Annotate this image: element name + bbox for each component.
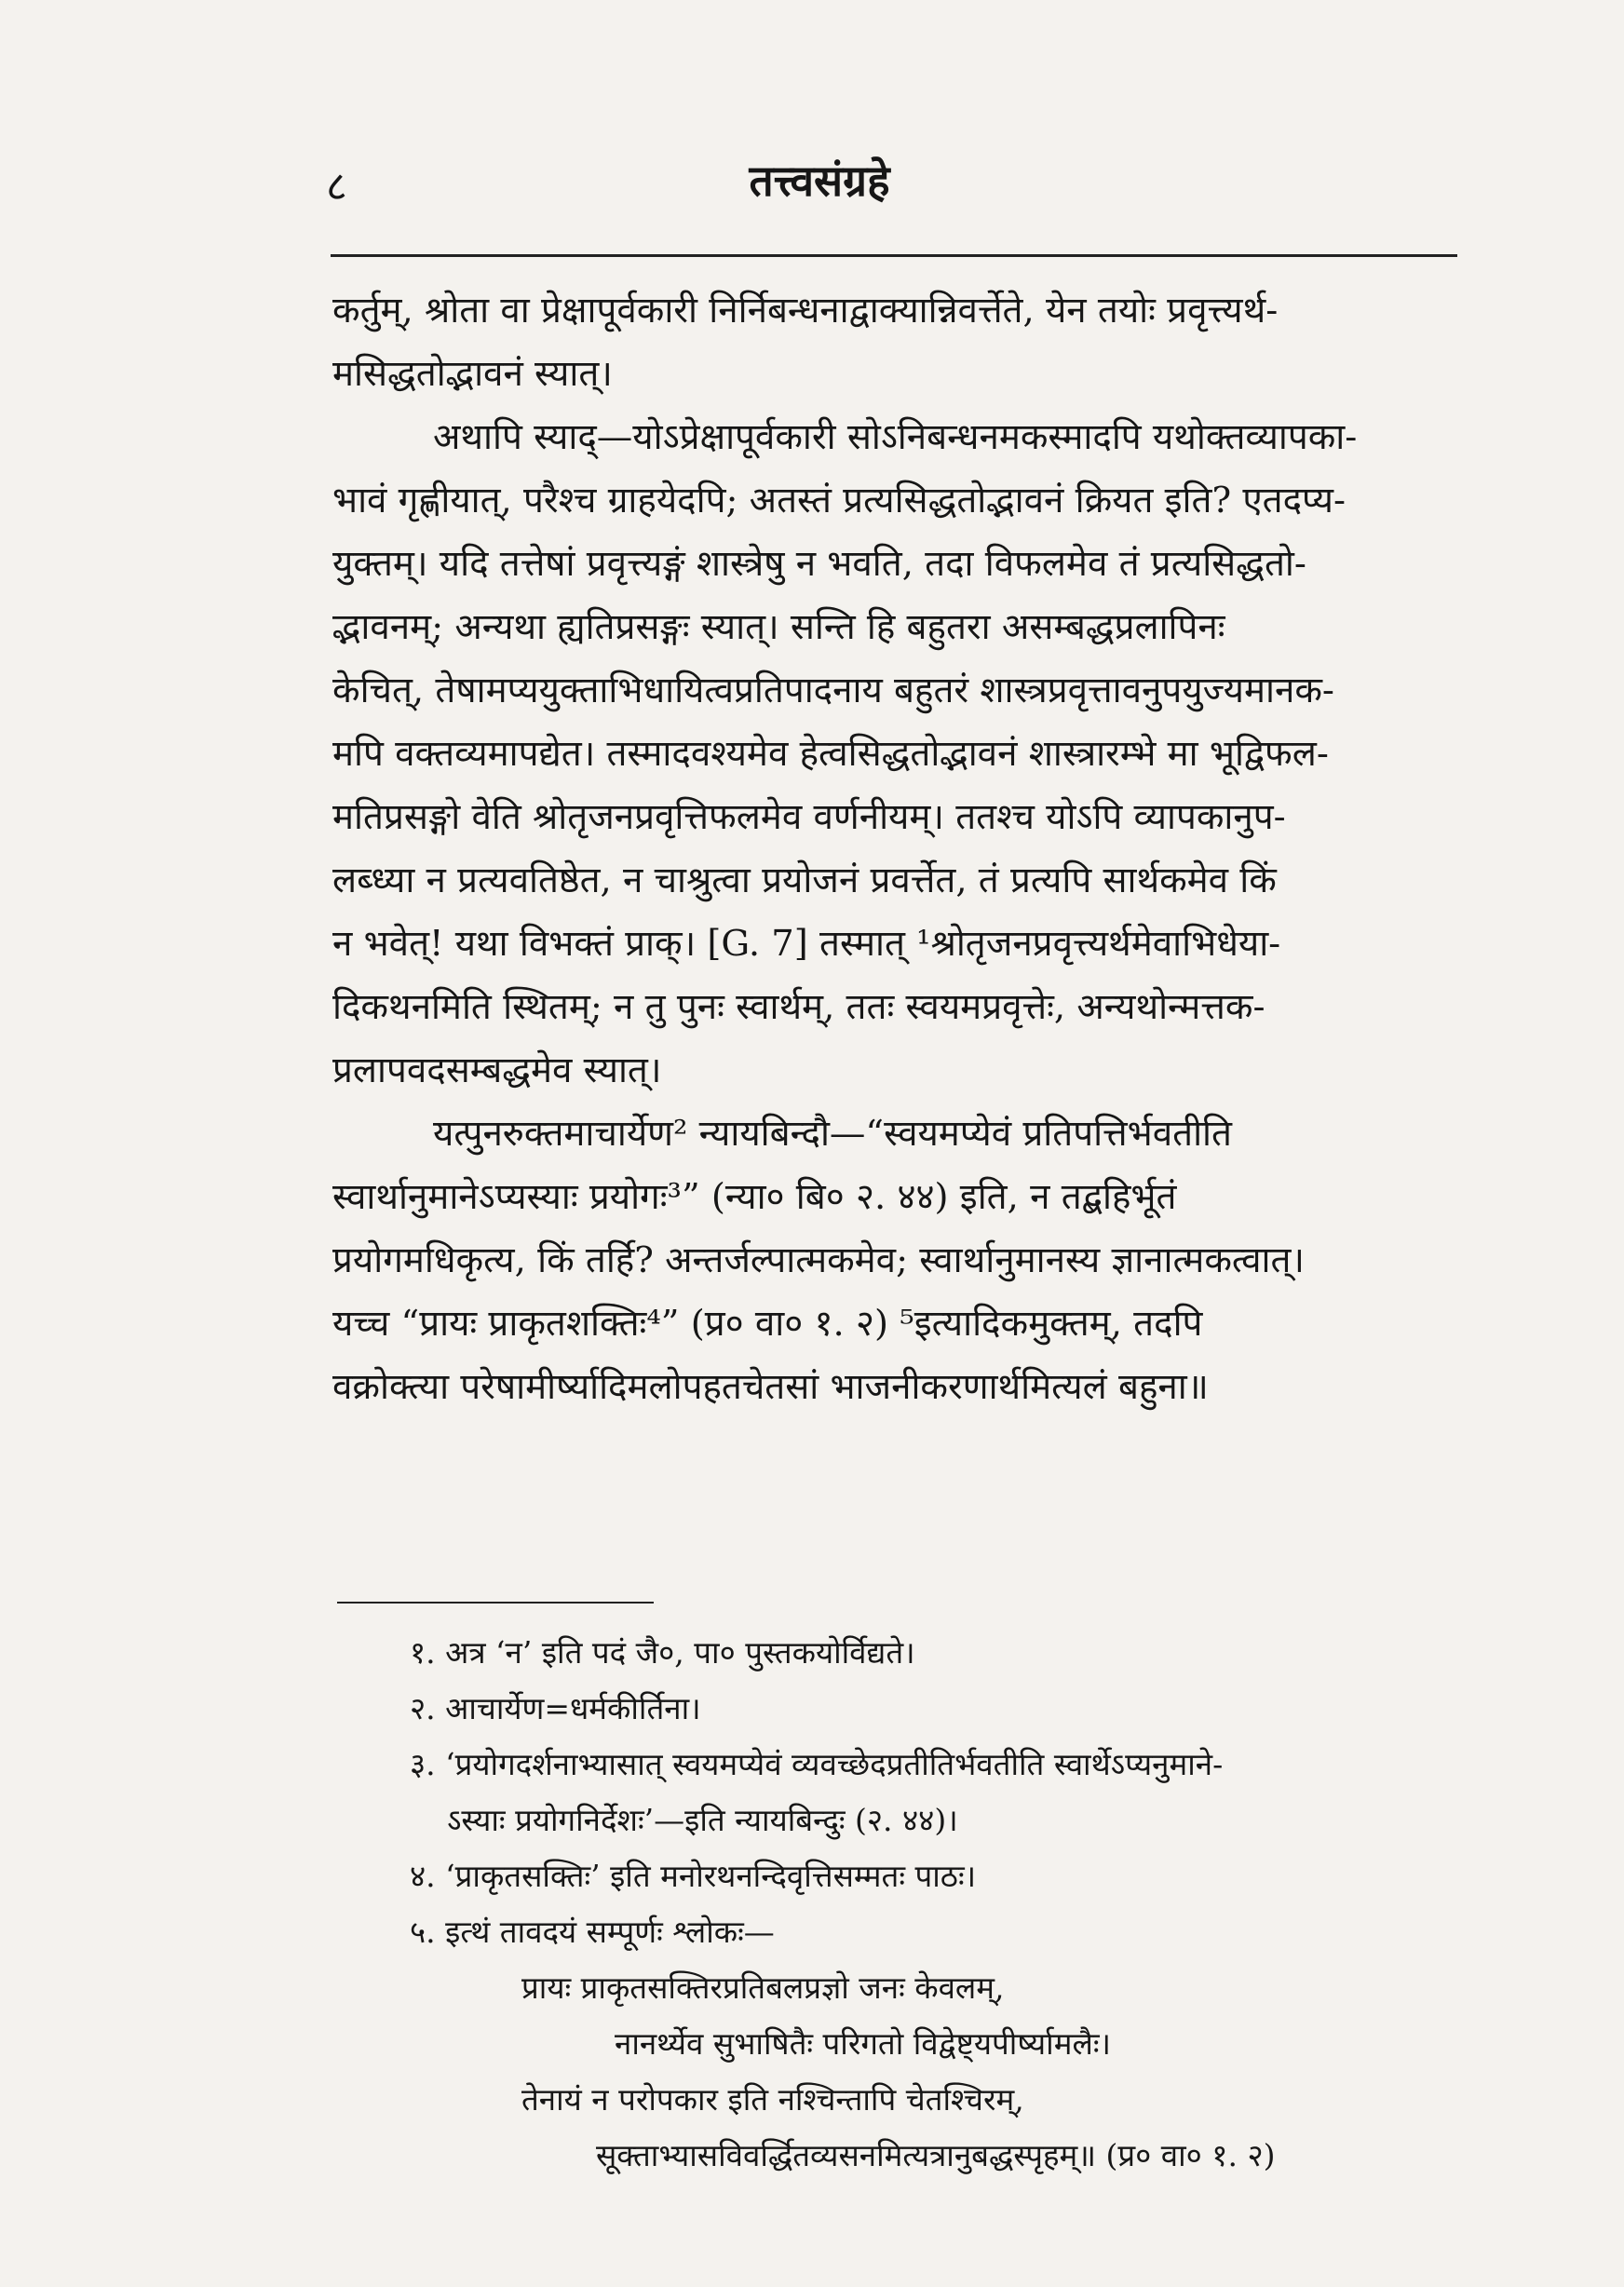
text-line: भावं गृह्णीयात्, परैश्च ग्राहयेदपि; अतस्तं प्रत्यसिद्धतोद्भावनं क्रियत इति? एतदप्य- (332, 480, 1346, 521)
main-text (332, 279, 1482, 1419)
text-line: केचित्, तेषामप्ययुक्ताभिधायित्वप्रतिपादनाय बहुतरं शास्त्रप्रवृत्तावनुपयुज्यमानक- (332, 670, 1334, 711)
text-line: वक्रोक्त्या परेषामीर्ष्यादिमलोपहतचेतसां भाजनीकरणार्थमित्यलं बहुना॥ (332, 1366, 1209, 1408)
running-title: तत्त्वसंग्रहे (749, 156, 890, 206)
verse-line: नानर्थ्येव सुभाषितैः परिगतो विद्वेष्ट्यपीर्ष्यामलैः। (615, 2025, 1112, 2062)
header-rule (331, 254, 1457, 257)
footnote-3: ३. ‘प्रयोगदर्शनाभ्यासात् स्वयमप्येवं व्यवच्छेदप्रतीतिर्भवतीति स्वार्थेऽप्यनुमाने- (410, 1746, 1224, 1782)
verse-line: सूक्ताभ्यासविवर्द्धितव्यसनमित्यत्रानुबद्धस्पृहम्॥ (प्र० वा० १. २) (596, 2137, 1276, 2173)
text-line: युक्तम्। यदि तत्तेषां प्रवृत्त्यङ्गं शास्त्रेषु न भवति, तदा विफलमेव तं प्रत्यसिद्धतो- (332, 543, 1306, 585)
text-line: मपि वक्तव्यमापद्येत। तस्मादवश्यमेव हेत्वसिद्धतोद्भावनं शास्त्रारम्भे मा भूद्विफल- (332, 733, 1329, 775)
footnotes (410, 1625, 1509, 2184)
text-line: स्वार्थानुमानेऽप्यस्याः प्रयोगः³” (न्या० बि० २. ४४) इति, न तद्बहिर्भूतं (332, 1176, 1177, 1218)
footnote-3-cont: ऽस्याः प्रयोगनिर्देशः’—इति न्यायबिन्दुः (२. ४४)। (447, 1802, 958, 1838)
footnote-5: ५. इत्थं तावदयं सम्पूर्णः श्लोकः— (410, 1914, 775, 1950)
footnote-4: ४. ‘प्राकृतसक्तिः’ इति मनोरथनन्दिवृत्तिसम्मतः पाठः। (410, 1858, 977, 1894)
footnote-separator (337, 1602, 654, 1604)
text-line: कर्तुम्, श्रोता वा प्रेक्षापूर्वकारी निर्निबन्धनाद्वाक्यान्निवर्त्तेते, येन तयोः प्रवृत्त्यर्थ- (332, 290, 1279, 332)
page-number: ८ (326, 163, 347, 210)
footnote-2: २. आचार्येण=धर्मकीर्तिना। (410, 1690, 701, 1726)
text-line: यत्पुनरुक्तमाचार्येण² न्यायबिन्दौ—“स्वयमप्येवं प्रतिपत्तिर्भवतीति (433, 1113, 1232, 1155)
text-line: लब्ध्या न प्रत्यवतिष्ठेत, न चाश्रुत्वा प्रयोजनं प्रवर्त्तेत, तं प्रत्यपि सार्थकमेव किं (332, 859, 1277, 901)
text-line: न भवेत्! यथा विभक्तं प्राक्। [G. 7] तस्मात् ¹श्रोतृजनप्रवृत्त्यर्थमेवाभिधेया- (332, 923, 1281, 965)
verse-line: प्रायः प्राकृतसक्तिरप्रतिबलप्रज्ञो जनः केवलम्, (521, 1969, 1005, 2006)
text-line: दिकथनमिति स्थितम्; न तु पुनः स्वार्थम्, ततः स्वयमप्रवृत्तेः, अन्यथोन्मत्तक- (332, 986, 1265, 1028)
text-line: मतिप्रसङ्गो वेति श्रोतृजनप्रवृत्तिफलमेव वर्णनीयम्। ततश्च योऽपि व्यापकानुप- (332, 796, 1286, 838)
text-line: अथापि स्याद्—योऽप्रेक्षापूर्वकारी सोऽनिबन्धनमकस्मादपि यथोक्तव्यापका- (433, 416, 1358, 458)
text-line: प्रयोगमधिकृत्य, किं तर्हि? अन्तर्जल्पात्मकमेव; स्वार्थानुमानस्य ज्ञानात्मकत्वात्। (332, 1239, 1306, 1281)
verse-line: तेनायं न परोपकार इति नश्चिन्तापि चेतश्चिरम्, (521, 2081, 1024, 2118)
text-line: मसिद्धतोद्भावनं स्यात्। (332, 353, 613, 395)
footnote-1: १. अत्र ‘न’ इति पदं जै०, पा० पुस्तकयोर्विद्यते। (410, 1634, 915, 1671)
text-line: प्रलापवदसम्बद्धमेव स्यात्। (332, 1049, 662, 1091)
text-line: यच्च “प्रायः प्राकृतशक्तिः⁴” (प्र० वा० १. २) ⁵इत्यादिकमुक्तम्, तदपि (332, 1303, 1203, 1345)
text-line: द्भावनम्; अन्यथा ह्यतिप्रसङ्गः स्यात्। सन्ति हि बहुतरा असम्बद्धप्रलापिनः (332, 606, 1225, 648)
